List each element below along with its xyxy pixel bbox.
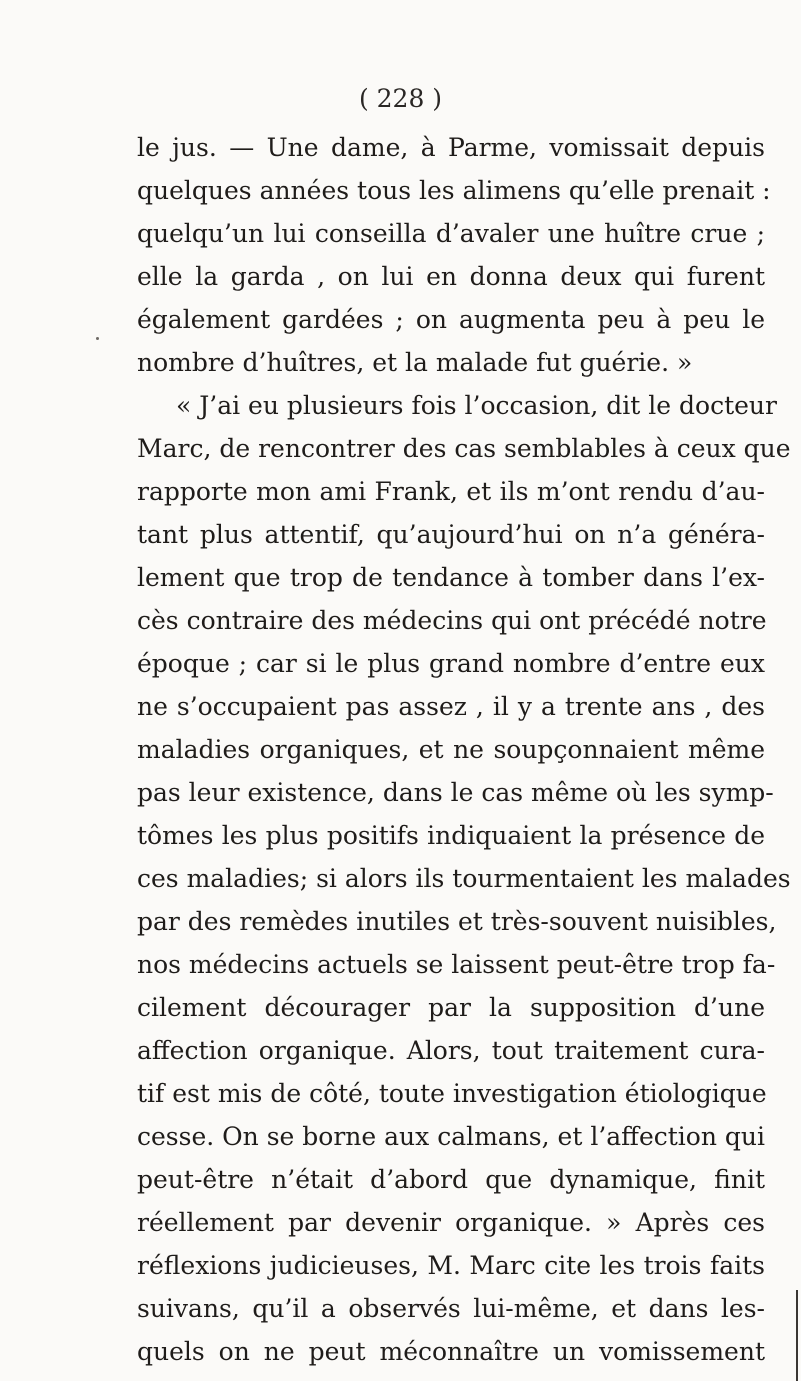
- text-line: rapporte mon ami Frank, et ils m’ont rendu d’au-: [137, 477, 765, 506]
- text-line: cès contraire des médecins qui ont précédé notre: [137, 606, 767, 635]
- text-line: quelqu’un lui conseilla d’avaler une huître crue ;: [137, 219, 765, 248]
- text-line: Marc, de rencontrer des cas semblables à ceux que: [137, 434, 791, 463]
- text-line: tômes les plus positifs indiquaient la présence de: [137, 821, 765, 850]
- text-line: pas leur existence, dans le cas même où les symp-: [137, 778, 774, 807]
- text-line: affection organique. Alors, tout traitement cura-: [137, 1036, 765, 1065]
- text-line: cilement décourager par la supposition d’une: [137, 993, 765, 1022]
- text-line: tif est mis de côté, toute investigation étiologique: [137, 1079, 767, 1108]
- text-line: maladies organiques, et ne soupçonnaient même: [137, 735, 765, 764]
- text-line: suivans, qu’il a observés lui-même, et dans les-: [137, 1294, 765, 1323]
- text-line: lement que trop de tendance à tomber dans l’ex-: [137, 563, 765, 592]
- text-line: par des remèdes inutiles et très-souvent nuisibles,: [137, 907, 777, 936]
- text-line: quels on ne peut méconnaître un vomissement: [137, 1337, 765, 1366]
- page-edge-shadow: [796, 1290, 798, 1381]
- text-line: époque ; car si le plus grand nombre d’entre eux: [137, 649, 765, 678]
- text-line: le jus. — Une dame, à Parme, vomissait depuis: [137, 133, 765, 162]
- text-line: réflexions judicieuses, M. Marc cite les trois faits: [137, 1251, 765, 1280]
- paper-speck: [96, 337, 99, 340]
- text-line: nos médecins actuels se laissent peut-être trop fa-: [137, 950, 776, 979]
- text-line: ces maladies; si alors ils tourmentaient les malades: [137, 864, 791, 893]
- text-line: quelques années tous les alimens qu’elle prenait :: [137, 176, 771, 205]
- text-line: également gardées ; on augmenta peu à peu le: [137, 305, 765, 334]
- text-line: réellement par devenir organique. » Après ces: [137, 1208, 765, 1237]
- text-line: « J’ai eu plusieurs fois l’occasion, dit le docteur: [176, 391, 777, 420]
- text-line: nombre d’huîtres, et la malade fut guérie. »: [137, 348, 693, 377]
- page-number: ( 228 ): [358, 84, 443, 113]
- text-line: elle la garda , on lui en donna deux qui furent: [137, 262, 765, 291]
- text-line: ne s’occupaient pas assez , il y a trente ans , des: [137, 692, 765, 721]
- text-line: peut-être n’était d’abord que dynamique, finit: [137, 1165, 765, 1194]
- text-line: cesse. On se borne aux calmans, et l’affection qui: [137, 1122, 765, 1151]
- text-line: tant plus attentif, qu’aujourd’hui on n’a généra-: [137, 520, 765, 549]
